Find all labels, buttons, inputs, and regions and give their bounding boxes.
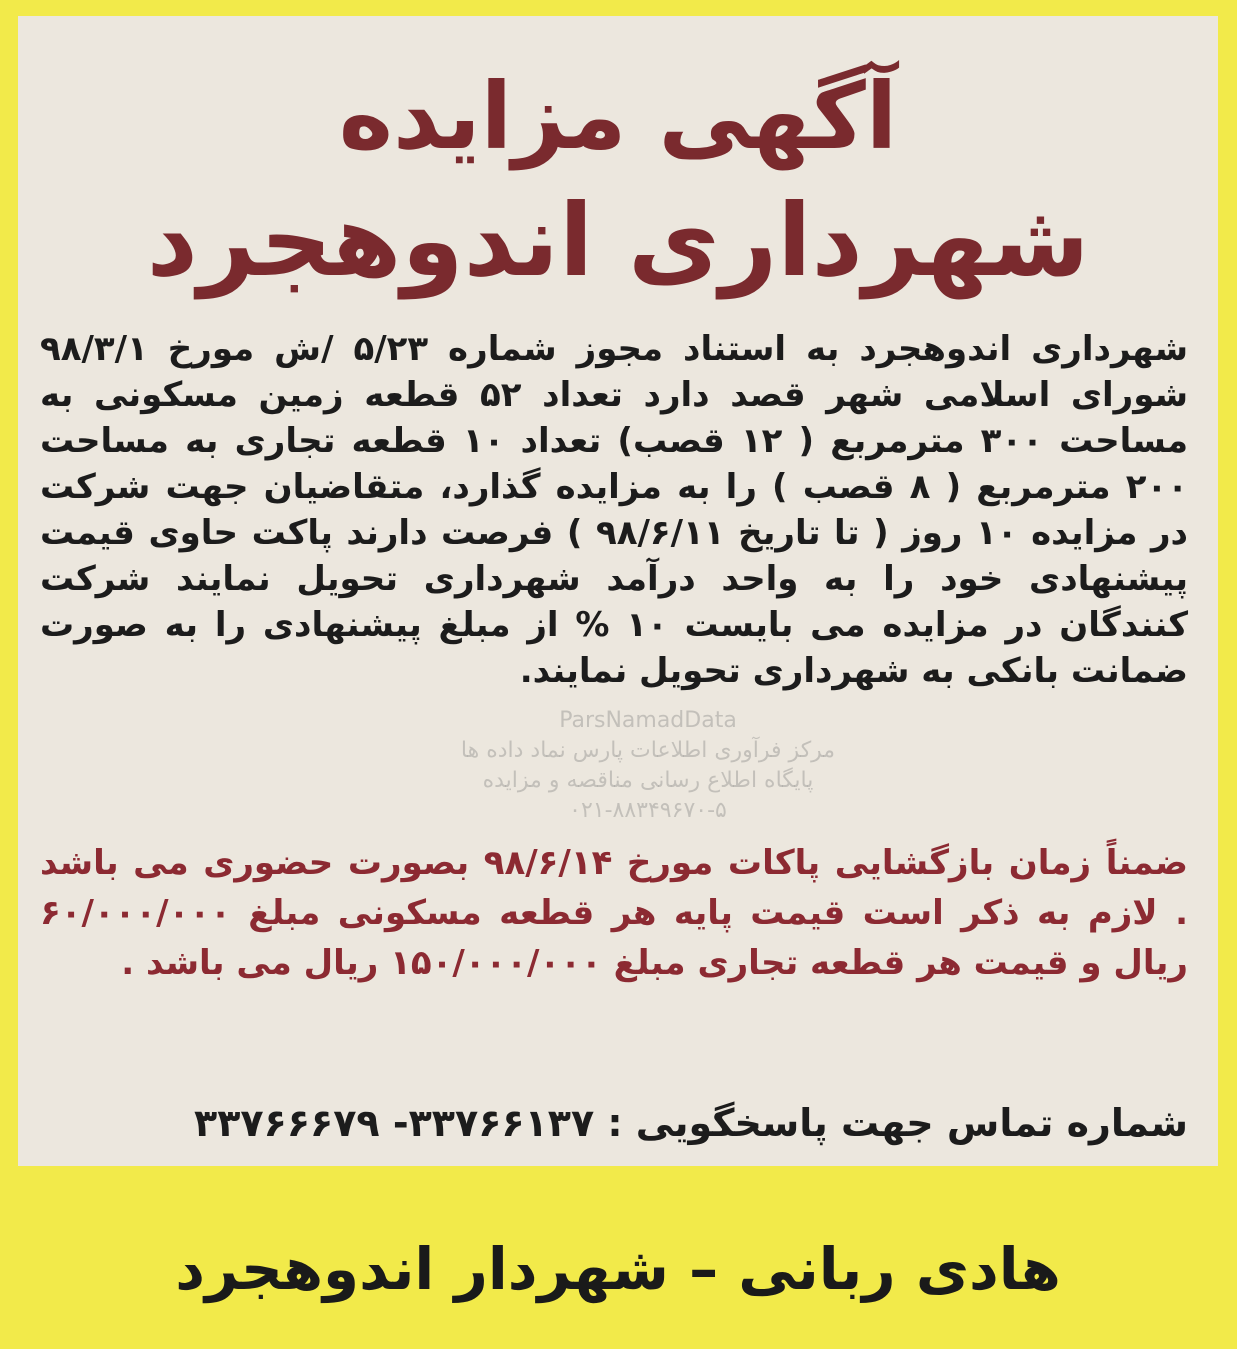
- notice-organization: شهرداری اندوهجرد: [146, 182, 1090, 299]
- notice-paper: [18, 16, 1218, 1166]
- notice-frame: [18, 16, 1218, 1334]
- watermark-phone: ۰۲۱-۸۸۳۴۹۶۷۰-۵: [569, 798, 727, 823]
- notice-highlight: ضمناً زمان بازگشایی پاکات مورخ ۹۸/۶/۱۴ بصورت حضوری می باشد . لازم به ذکر است قیمت پایه هر قطعه مسکونی مبلغ ۶۰/۰۰۰/۰۰۰ ریال و قیمت هر قطعه تجاری مبلغ ۱۵۰/۰۰۰/۰۰۰ ریال می باشد .: [40, 843, 1188, 983]
- contact-numbers: شماره تماس جهت پاسخگویی : ۳۳۷۶۶۱۳۷- ۳۳۷۶۶۶۷۹: [194, 1101, 1188, 1145]
- watermark-brand: ParsNamadData: [559, 708, 737, 733]
- watermark-portal: پایگاه اطلاع رسانی مناقصه و مزایده: [482, 768, 814, 793]
- mayor-signature: هادی ربانی – شهردار اندوهجرد: [175, 1235, 1061, 1303]
- notice-body: شهرداری اندوهجرد به استناد مجوز شماره ۵/۲۳ /ش مورخ ۹۸/۳/۱ شورای اسلامی شهر قصد دارد تعداد ۵۲ قطعه زمین مسکونی به مساحت ۳۰۰ مترمربع ( ۱۲ قصب) تعداد ۱۰ قطعه تجاری به مساحت ۲۰۰ مترمربع ( ۸ قصب ) را به مزایده گذارد، متقاضیان جهت شرکت در مزایده ۱۰ روز ( تا تاریخ ۹۸/۶/۱۱ ) فرصت دارند پاکت حاوی قیمت پیشنهادی خود را به واحد درآمد شهرداری تحویل نمایند شرکت کنندگان در مزایده می بایست ۱۰ % از مبلغ پیشنهادی را به صورت ضمانت بانکی به شهرداری تحویل نمایند.: [40, 329, 1189, 691]
- watermark: [438, 706, 858, 826]
- notice-title: آگهی مزایده: [338, 63, 898, 170]
- watermark-center: مرکز فرآوری اطلاعات پارس نماد داده ها: [460, 738, 836, 763]
